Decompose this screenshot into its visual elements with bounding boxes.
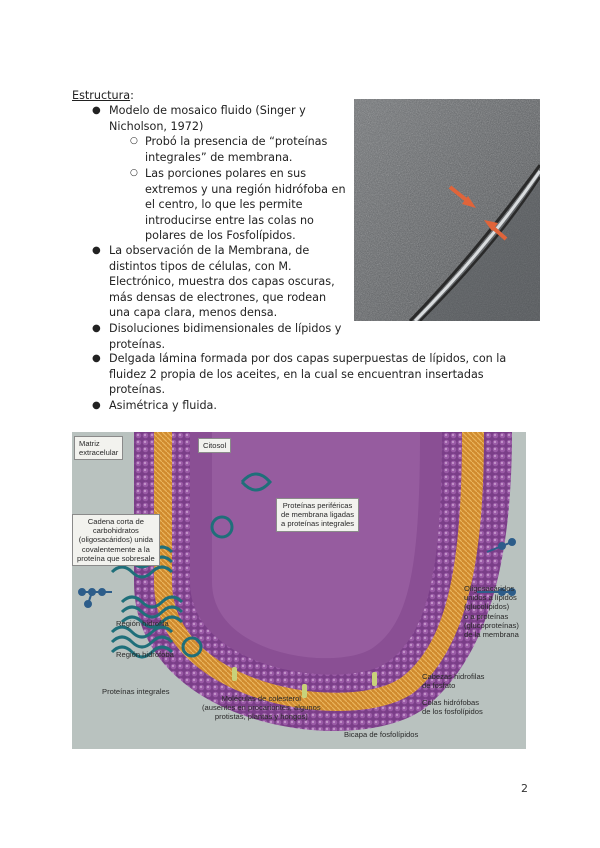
label-line: Oligosacáridos <box>464 584 515 593</box>
page-number: 2 <box>521 782 528 795</box>
list-item-line: Nicholson, 1972) <box>109 119 204 133</box>
label-line: Cabezas hidrofilas <box>422 672 485 681</box>
list-item-line: proteínas. <box>109 337 166 351</box>
list-item-line: Electrónico, muestra dos capas oscuras, <box>109 275 335 289</box>
label-line: Moléculas de colesterol <box>221 694 301 703</box>
label-line: carbohidratos <box>92 526 139 536</box>
label-cholesterol <box>202 694 321 722</box>
label-line: covalentemente a la <box>81 544 150 554</box>
label-carbohydrate-chain <box>72 514 160 566</box>
label-line: Colas hidrófobas <box>422 698 479 707</box>
list-item <box>109 398 349 414</box>
list-item-line: Disoluciones bidimensionales de lípidos y <box>109 322 342 335</box>
sub-list-item <box>145 134 346 165</box>
sub-bullet-marker: ○ <box>130 168 138 178</box>
label-phospholipid-bilayer: Bicapa de fosfolípidos <box>344 730 419 739</box>
label-line: de la membrana <box>464 630 519 640</box>
label-line: Matriz <box>79 439 100 448</box>
label-line: Cadena corta de <box>87 517 144 526</box>
sub-item-line: el centro, lo que les permite <box>145 198 303 212</box>
sub-item-line: Las porciones polares en sus <box>145 167 307 180</box>
label-oligosaccharides <box>464 584 519 639</box>
list-item-line: fluidez 2 propia de los aceites, en la cual se encuentran insertadas <box>109 367 484 381</box>
list-item <box>109 351 529 398</box>
label-hydrophobic-region: Región hidrófoba <box>116 650 174 659</box>
list-item-line: Asimétrica y fluida. <box>109 399 217 412</box>
bullet-marker: ● <box>92 245 101 256</box>
bullet-marker: ● <box>92 353 101 364</box>
label-integral-proteins: Proteínas integrales <box>102 687 170 696</box>
membrane-diagram <box>72 432 526 749</box>
label-line: (oligosacáridos) unida <box>78 535 153 545</box>
list-item-line: Modelo de mosaico fluido (Singer y <box>109 104 306 117</box>
label-extracellular-matrix <box>74 436 123 460</box>
label-line: (ausentes en procariontes, algunos <box>202 703 321 713</box>
sub-item-line: extremos y una región hidrófoba en <box>145 182 346 196</box>
label-hydrophobic-tails <box>422 698 483 716</box>
label-line: proteína que sobresale <box>77 553 155 563</box>
heading-text: Estructura <box>72 89 131 102</box>
label-peripheral-proteins <box>276 498 359 532</box>
label-cytosol: Citosol <box>198 438 231 453</box>
label-line: extracelular <box>79 448 119 458</box>
list-item-line: proteínas. <box>109 383 166 397</box>
sub-item-line: introducirse entre las colas no <box>145 213 314 227</box>
label-line: de fosfato <box>422 681 456 691</box>
label-line: (glucoproteínas) <box>464 620 519 630</box>
list-item <box>109 103 346 134</box>
list-item-line: más densas de electrones, que rodean <box>109 290 327 304</box>
label-line: de membrana ligadas <box>281 510 355 520</box>
bullet-marker: ● <box>92 400 101 411</box>
list-item <box>109 321 349 352</box>
sub-item-line: polares de los Fosfolípidos. <box>145 229 296 243</box>
label-line: unidos a lípidos <box>464 593 517 603</box>
label-hydrophilic-region: Región hidrofila <box>116 619 169 628</box>
sub-list-item <box>145 166 346 244</box>
section-heading <box>72 89 134 102</box>
bullet-marker: ● <box>92 105 101 116</box>
list-item-line: Delgada lámina formada por dos capas superpuestas de lípidos, con la <box>109 352 507 365</box>
sub-bullet-marker: ○ <box>130 136 138 146</box>
list-item-line: distintos tipos de células, con M. <box>109 259 292 273</box>
micrograph-image <box>354 99 540 321</box>
label-line: o a proteínas <box>464 611 509 621</box>
heading-colon: : <box>130 89 134 102</box>
label-phosphate-heads <box>422 672 484 690</box>
membrane-micrograph <box>354 99 540 321</box>
list-item-line: La observación de la Membrana, de <box>109 244 310 257</box>
label-line: (glucolípidos) <box>464 602 510 612</box>
label-line: a proteínas integrales <box>281 519 355 529</box>
label-line: Proteínas periféricas <box>282 501 353 510</box>
list-item-line: una capa clara, menos densa. <box>109 306 278 320</box>
label-line: de los fosfolípidos <box>422 707 483 717</box>
sub-item-line: integrales” de membrana. <box>145 150 293 164</box>
sub-item-line: Probó la presencia de “proteínas <box>145 135 328 148</box>
bullet-marker: ● <box>92 323 101 334</box>
label-line: protistas, plantas y hongos) <box>214 712 308 722</box>
list-item <box>109 243 346 321</box>
